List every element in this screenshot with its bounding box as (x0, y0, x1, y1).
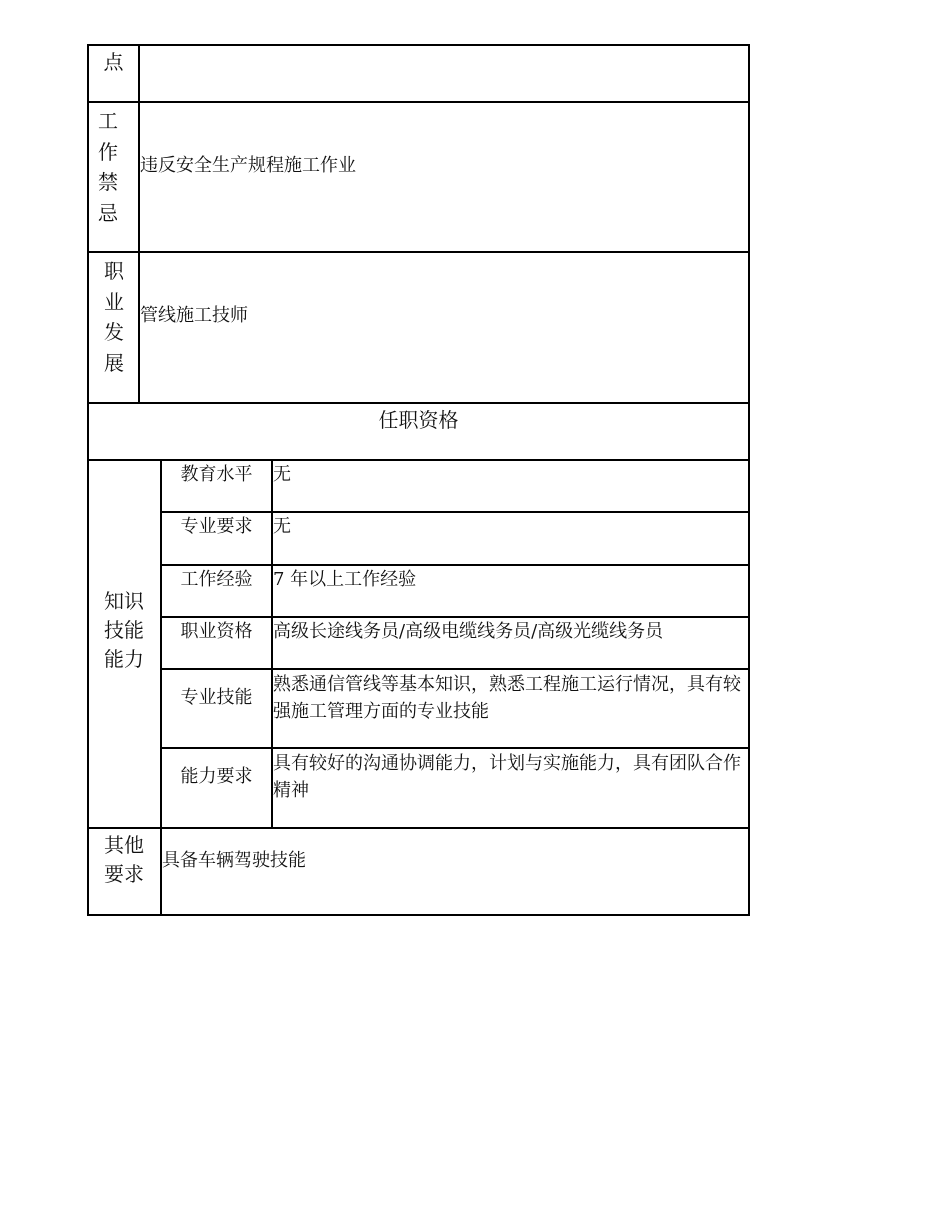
row-label-point: 点 (103, 50, 124, 74)
rule-after-skill (160, 747, 750, 749)
sub-value-ability: 具有较好的沟通协调能力，计划与实施能力，具有团队合作精神 (273, 753, 741, 801)
sub-value-education: 无 (273, 464, 291, 485)
sub-value-major: 无 (273, 516, 291, 537)
row-value-career: 管线施工技师 (140, 305, 248, 326)
rule-label-col-top (138, 44, 140, 403)
rule-left (87, 44, 89, 916)
rule-after-point (87, 101, 750, 103)
sub-label-ability: 能力要求 (180, 766, 253, 787)
rule-after-taboo (87, 251, 750, 253)
row-label-career: 职业发展 (104, 259, 124, 375)
rule-after-career (87, 402, 750, 404)
rule-top (87, 44, 750, 46)
sub-value-certification: 高级长途线务员/高级电缆线务员/高级光缆线务员 (273, 621, 664, 642)
row-value-other: 具备车辆驾驶技能 (162, 850, 306, 871)
rule-right (748, 44, 750, 916)
rule-after-cert (160, 668, 750, 670)
sub-label-major: 专业要求 (180, 516, 253, 537)
sub-value-experience: 7 年以上工作经验 (273, 569, 417, 590)
sub-label-experience: 工作经验 (180, 569, 253, 590)
row-value-taboo: 违反安全生产规程施工作业 (140, 155, 356, 176)
sub-value-skills: 熟悉通信管线等基本知识，熟悉工程施工运行情况，具有较强施工管理方面的专业技能 (273, 674, 741, 722)
row-label-taboo: 工作禁忌 (98, 109, 118, 225)
rule-bottom (87, 914, 750, 916)
sub-label-education: 教育水平 (180, 464, 253, 485)
qualifications-group-label: 知识技能能力 (104, 589, 144, 671)
sub-label-certification: 职业资格 (180, 621, 253, 642)
row-label-other: 其他要求 (104, 833, 144, 886)
qualifications-title: 任职资格 (378, 408, 459, 432)
rule-after-ability (87, 827, 750, 829)
sub-label-skills: 专业技能 (180, 687, 253, 708)
